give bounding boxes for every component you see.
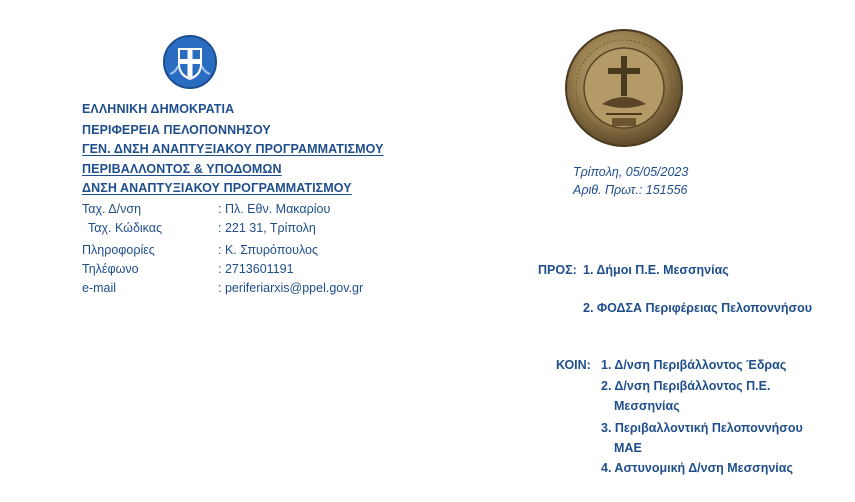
information-value: : Κ. Σπυρόπουλος	[218, 243, 318, 257]
phone-label: Τηλέφωνο	[82, 262, 139, 276]
cc-recipient-2: 2. Δ/νση Περιβάλλοντος Π.Ε.	[601, 379, 771, 393]
information-label: Πληροφορίες	[82, 243, 155, 257]
to-label: ΠΡΟΣ:	[538, 263, 577, 277]
to-recipient-2: 2. ΦΟΔΣΑ Περιφέρειας Πελοποννήσου	[583, 301, 812, 315]
to-recipient-1: 1. Δήμοι Π.Ε. Μεσσηνίας	[583, 263, 729, 277]
address-label: Ταχ. Δ/νση	[82, 202, 142, 216]
email-value: : periferiarxis@ppel.gov.gr	[218, 281, 364, 295]
cc-label: ΚΟΙΝ:	[556, 358, 591, 372]
cc-recipient-2-cont: Μεσσηνίας	[614, 399, 680, 413]
cc-recipient-1: 1. Δ/νση Περιβάλλοντος Έδρας	[601, 358, 787, 372]
org-line-republic: ΕΛΛΗΝΙΚΗ ΔΗΜΟΚΡΑΤΙΑ	[82, 102, 235, 116]
cc-recipient-3: 3. Περιβαλλοντική Πελοποννήσου	[601, 421, 803, 435]
region-seal-icon	[562, 26, 686, 150]
protocol-number: Αριθ. Πρωτ.: 151556	[573, 183, 688, 197]
date-line: Τρίπολη, 05/05/2023	[573, 165, 689, 179]
cc-recipient-3-cont: ΜΑΕ	[614, 441, 642, 455]
phone-value: : 2713601191	[218, 262, 294, 276]
cc-recipient-4: 4. Αστυνομική Δ/νση Μεσσηνίας	[601, 461, 793, 475]
org-line-environment: ΠΕΡΙΒΑΛΛΟΝΤΟΣ & ΥΠΟΔΟΜΩΝ	[82, 162, 282, 176]
email-label: e-mail	[82, 281, 117, 295]
postal-code-value: : 221 31, Τρίπολη	[218, 221, 316, 235]
org-line-general-directorate: ΓΕΝ. ΔΝΣΗ ΑΝΑΠΤΥΞΙΑΚΟΥ ΠΡΟΓΡΑΜΜΑΤΙΣΜΟΥ	[82, 142, 384, 156]
postal-code-label: Ταχ. Κώδικας	[88, 221, 163, 235]
org-line-region: ΠΕΡΙΦΕΡΕΙΑ ΠΕΛΟΠΟΝΝΗΣΟΥ	[82, 123, 271, 137]
address-value: : Πλ. Εθν. Μακαρίου	[218, 202, 331, 216]
coat-of-arms-icon	[162, 34, 218, 90]
org-line-directorate: ΔΝΣΗ ΑΝΑΠΤΥΞΙΑΚΟΥ ΠΡΟΓΡΑΜΜΑΤΙΣΜΟΥ	[82, 181, 352, 195]
